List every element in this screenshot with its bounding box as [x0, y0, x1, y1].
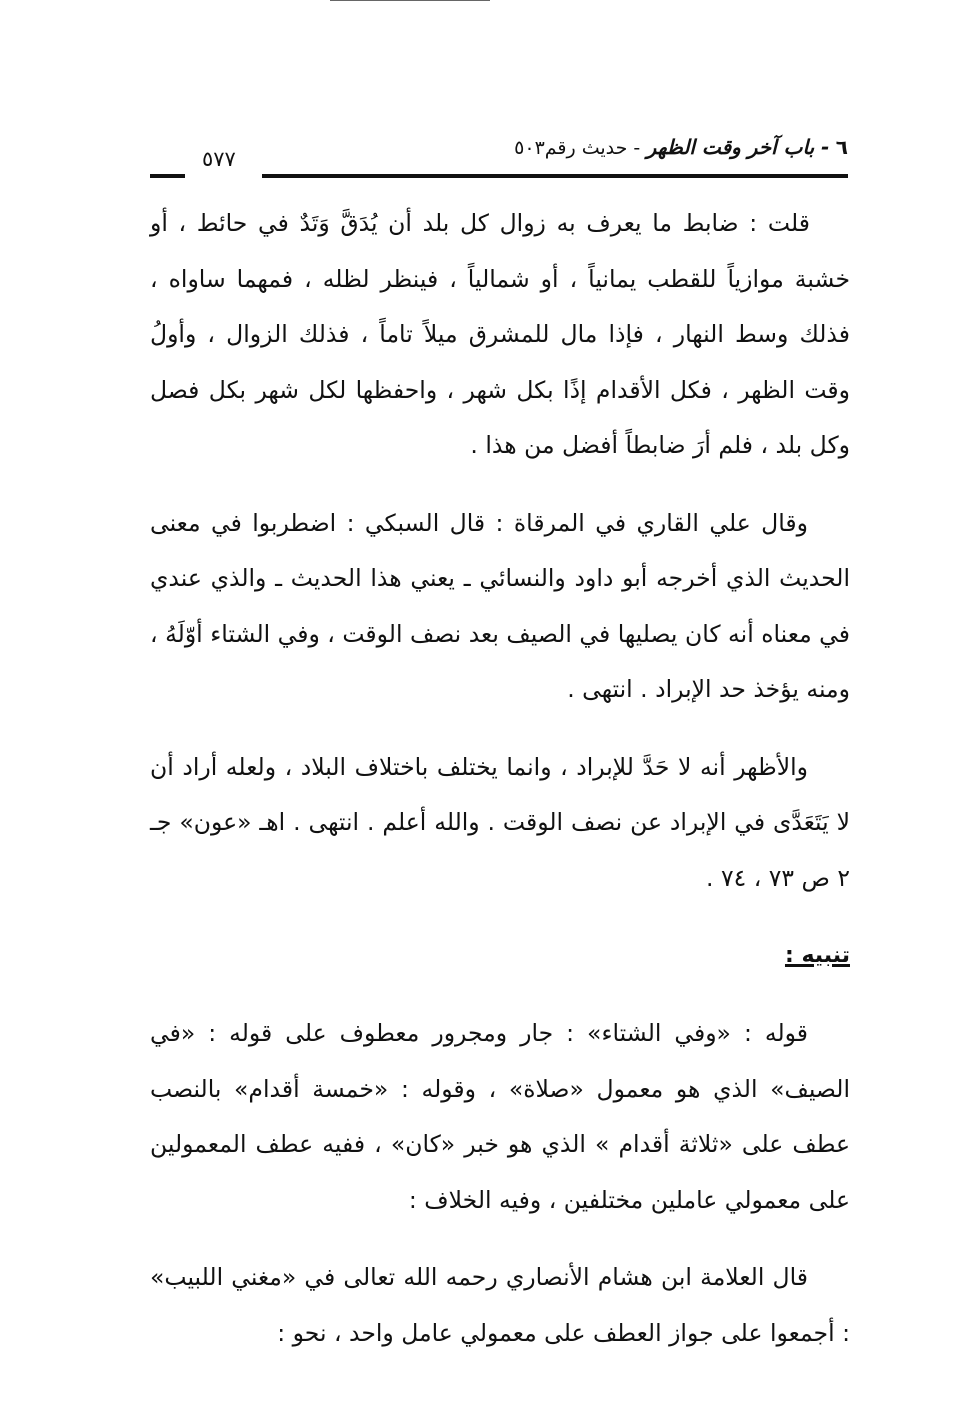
header-rule-right — [262, 174, 848, 178]
note-heading: تنبيه : — [784, 943, 850, 968]
page-number: ٥٧٧ — [202, 147, 236, 171]
paragraph-qari-subki: وقال علي القاري في المرقاة : قال السبكي : اضطربوا في معنى الحديث الذي أخرجه أبو داود والنسائي ـ يعني هذا الحديث ـ والذي عندي في معناه أنه كان يصليها في الصيف بعد نصف الوقت ، وفي الشتاء أوّلَهُ ، ومنه يؤخذ حد الإبراد . انتهى . — [150, 508, 850, 703]
page-body — [150, 196, 850, 1361]
top-edge-rule — [330, 0, 490, 1]
hadith-number-label: - حديث رقم٥٠٣ — [514, 137, 641, 159]
chapter-number: ٦ — [835, 135, 848, 159]
paragraph-ibn-hisham: قال العلامة ابن هشام الأنصاري رحمه الله تعالى في «مغني اللبيب» : أجمعوا على جواز العطف على معمولي عامل واحد ، نحو : — [150, 1263, 850, 1347]
running-header — [150, 125, 848, 185]
paragraph-ibrad: والأظهر أنه لا حَدَّ للإبراد ، وانما يختلف باختلاف البلاد ، ولعله أراد أن لا يَتَعَدَّى في الإبراد عن نصف الوقت . والله أعلم . انتهى . اهـ «عون» جـ ٢ ص ٧٣ ، ٧٤ . — [150, 752, 850, 892]
chapter-title: - باب آخر وقت الظهر — [646, 135, 830, 159]
paragraph-zawal-method: قلت : ضابط ما يعرف به زوال كل بلد أن يُدَقَّ وَتَدٌ في حائط ، أو خشبة موازياً للقطب يمانياً ، أو شمالياً ، فينظر لظله ، فمهما ساواه ، فذلك وسط النهار ، فإذا مال للمشرق ميلاً تاماً ، فذلك الزوال ، وأولُ وقت الظهر ، فكل الأقدام إذًا بكل شهر ، واحفظها لكل شهر بكل فصل وكل بلد ، فلم أرَ ضابطاً أفضل من هذا . — [150, 209, 850, 459]
paragraph-grammar-note: قوله : «وفي الشتاء» : جار ومجرور معطوف على قوله : «في الصيف» الذي هو معمول «صلاة» ، وقوله : «خمسة أقدام» بالنصب عطف على «ثلاثة أقدام » الذي هو خبر «كان» ، ففيه عطف المعمولين على معمولي عاملين مختلفين ، وفيه الخلاف : — [150, 1019, 850, 1214]
header-title — [514, 135, 848, 159]
header-rule-left — [150, 174, 185, 178]
